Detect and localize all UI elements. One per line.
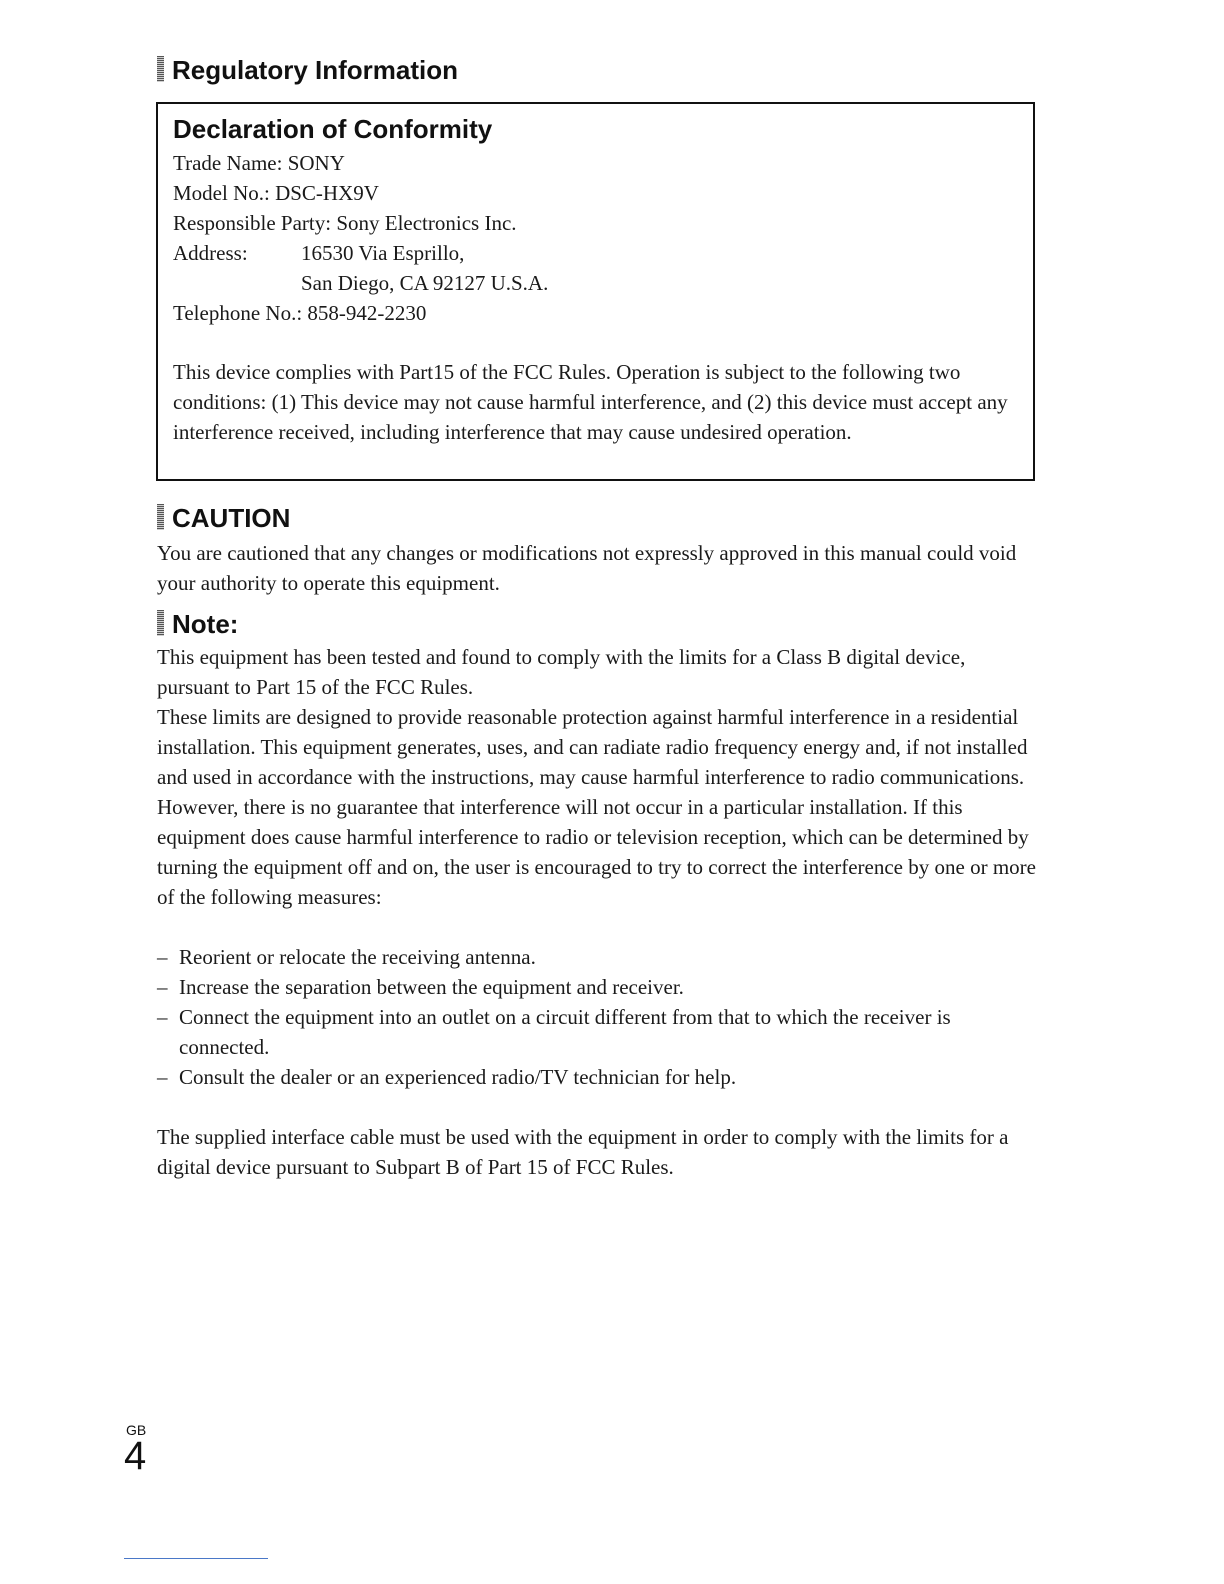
model-no: Model No.: DSC-HX9V	[173, 181, 379, 205]
declaration-box	[156, 102, 1035, 481]
address-label: Address:	[173, 241, 248, 265]
section-heading-caution	[157, 504, 290, 531]
list-item-text: Consult the dealer or an experienced radio/TV technician for help.	[179, 1065, 737, 1089]
section-bar-icon	[157, 504, 164, 530]
dash-bullet: –	[157, 1065, 168, 1089]
compliance-statement: This device complies with Part15 of the FCC Rules. Operation is subject to the following two conditions: (1) This device may not cause harmful interference, and (2) this device must accept any interference received, including interference that may cause undesired operation.	[173, 360, 1008, 444]
list-item-text: Increase the separation between the equipment and receiver.	[179, 975, 684, 999]
section-bar-icon	[157, 56, 164, 82]
note-paragraph-1: This equipment has been tested and found to comply with the limits for a Class B digital device, pursuant to Part 15 of the FCC Rules.	[157, 645, 966, 699]
address-row-2	[173, 268, 548, 298]
dash-bullet: –	[157, 945, 168, 969]
dash-bullet: –	[157, 975, 168, 999]
note-paragraph-2: These limits are designed to provide reasonable protection against harmful interference in a residential installation. This equipment generates, uses, and can radiate radio frequency energy and, if not installed and used in accordance with the instructions, may cause harmful interference to radio communications. However, there is no guarantee that interference will not occur in a particular installation. If this equipment does cause harmful interference to radio or television reception, which can be determined by turning the equipment off and on, the user is encouraged to try to correct the interference by one or more of the following measures:	[157, 705, 1036, 909]
list-item	[157, 972, 1017, 1002]
declaration-details	[173, 148, 548, 328]
trade-name: Trade Name: SONY	[173, 151, 345, 175]
section-bar-icon	[157, 610, 164, 636]
page-number: 4	[124, 1434, 147, 1478]
telephone: Telephone No.: 858-942-2230	[173, 301, 427, 325]
responsible-party: Responsible Party: Sony Electronics Inc.	[173, 211, 517, 235]
caution-text: You are cautioned that any changes or modifications not expressly approved in this manual could void your authority to operate this equipment.	[157, 541, 1017, 595]
list-item	[157, 1002, 1017, 1062]
address-line-2: San Diego, CA 92127 U.S.A.	[301, 271, 549, 295]
footer-rule	[124, 1558, 268, 1559]
list-item-text: Connect the equipment into an outlet on a circuit different from that to which the receiver is connected.	[179, 1005, 951, 1059]
section-heading-note	[157, 610, 238, 637]
measures-list	[157, 942, 1017, 1092]
region-code: GB	[126, 1422, 147, 1438]
list-item-text: Reorient or relocate the receiving antenna.	[179, 945, 536, 969]
section-heading-text: Regulatory Information	[172, 55, 459, 85]
section-heading-text: Note:	[172, 609, 239, 639]
list-item	[157, 1062, 1017, 1092]
address-line-1: 16530 Via Esprillo,	[301, 241, 465, 265]
declaration-title: Declaration of Conformity	[173, 114, 493, 144]
address-row	[173, 238, 548, 268]
section-heading-regulatory	[157, 56, 458, 83]
closing-paragraph: The supplied interface cable must be used with the equipment in order to comply with the limits for a digital device pursuant to Subpart B of Part 15 of FCC Rules.	[157, 1125, 1009, 1179]
dash-bullet: –	[157, 1005, 168, 1029]
section-heading-text: CAUTION	[172, 503, 291, 533]
list-item	[157, 942, 1017, 972]
